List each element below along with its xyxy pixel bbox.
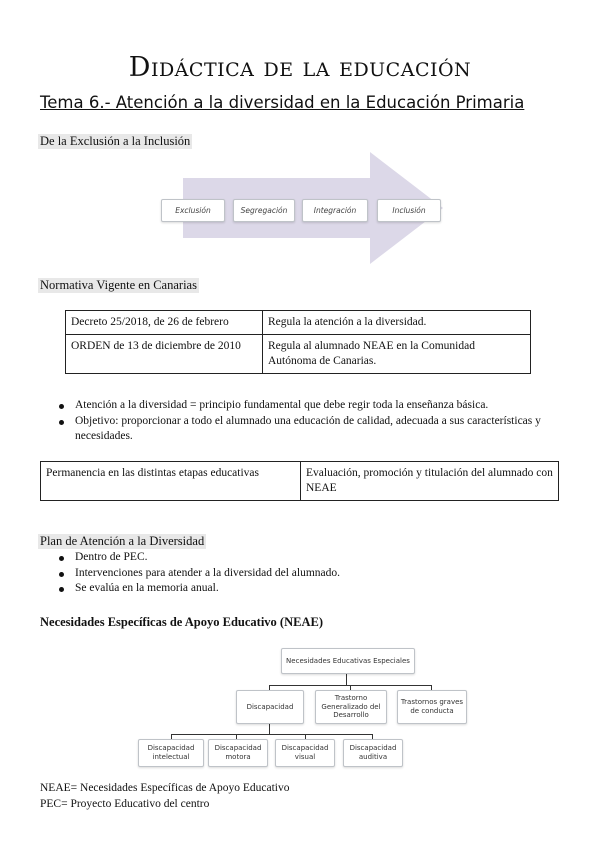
node-conduct-disorders: Trastornos graves de conducta xyxy=(397,690,467,724)
node-special-needs: Necesidades Educativas Especiales xyxy=(281,648,415,674)
stages-table xyxy=(40,461,559,501)
document-title: Didáctica de la educación xyxy=(128,52,472,83)
node-motor-disability: Discapacidad motora xyxy=(208,739,268,767)
list-item: Objetivo: proporcionar a todo el alumnado una educación de calidad, adecuada a sus características y necesidades. xyxy=(57,414,562,445)
plan-bullet-list xyxy=(57,550,557,597)
normativa-bullet-list xyxy=(57,398,562,445)
permanence-cell: Permanencia en las distintas etapas educativas xyxy=(41,462,301,501)
footnote-pec: PEC= Proyecto Educativo del centro xyxy=(40,798,210,810)
list-item: Dentro de PEC. xyxy=(57,550,557,566)
law-cell: ORDEN de 13 de diciembre de 2010 xyxy=(66,334,263,373)
list-item: Se evalúa en la memoria anual. xyxy=(57,581,557,597)
node-intellectual-disability: Discapacidad intelectual xyxy=(138,739,204,767)
node-developmental-disorder: Trastorno Generalizado del Desarrollo xyxy=(315,690,387,724)
section-heading-neae: Necesidades Específicas de Apoyo Educativo (NEAE) xyxy=(40,615,323,629)
list-item: Atención a la diversidad = principio fundamental que debe regir toda la enseñanza básica. xyxy=(57,398,562,414)
node-visual-disability: Discapacidad visual xyxy=(275,739,335,767)
description-cell: Regula al alumnado NEAE en la Comunidad Autónoma de Canarias. xyxy=(263,334,531,373)
document-subtitle: Tema 6.- Atención a la diversidad en la Educación Primaria xyxy=(40,93,525,112)
table-row xyxy=(66,311,531,335)
section-heading-inclusion: De la Exclusión a la Inclusión xyxy=(40,134,191,148)
stage-inclusion: Inclusión xyxy=(377,199,441,222)
node-hearing-disability: Discapacidad auditiva xyxy=(343,739,403,767)
table-row xyxy=(41,462,559,501)
stage-integration: Integración xyxy=(302,199,368,222)
evaluation-cell: Evaluación, promoción y titulación del alumnado con NEAE xyxy=(301,462,559,501)
section-heading-normativa: Normativa Vigente en Canarias xyxy=(40,278,197,292)
stage-segregation: Segregación xyxy=(233,199,295,222)
footnote-neae: NEAE= Necesidades Específicas de Apoyo Educativo xyxy=(40,782,290,794)
list-item: Intervenciones para atender a la diversidad del alumnado. xyxy=(57,566,557,582)
section-heading-plan: Plan de Atención a la Diversidad xyxy=(40,534,205,548)
node-disability: Discapacidad xyxy=(236,690,304,724)
connector-line xyxy=(171,734,372,735)
stage-exclusion: Exclusión xyxy=(161,199,225,222)
table-row xyxy=(66,334,531,373)
law-cell: Decreto 25/2018, de 26 de febrero xyxy=(66,311,263,335)
description-cell: Regula la atención a la diversidad. xyxy=(263,311,531,335)
normativa-table xyxy=(65,310,531,374)
